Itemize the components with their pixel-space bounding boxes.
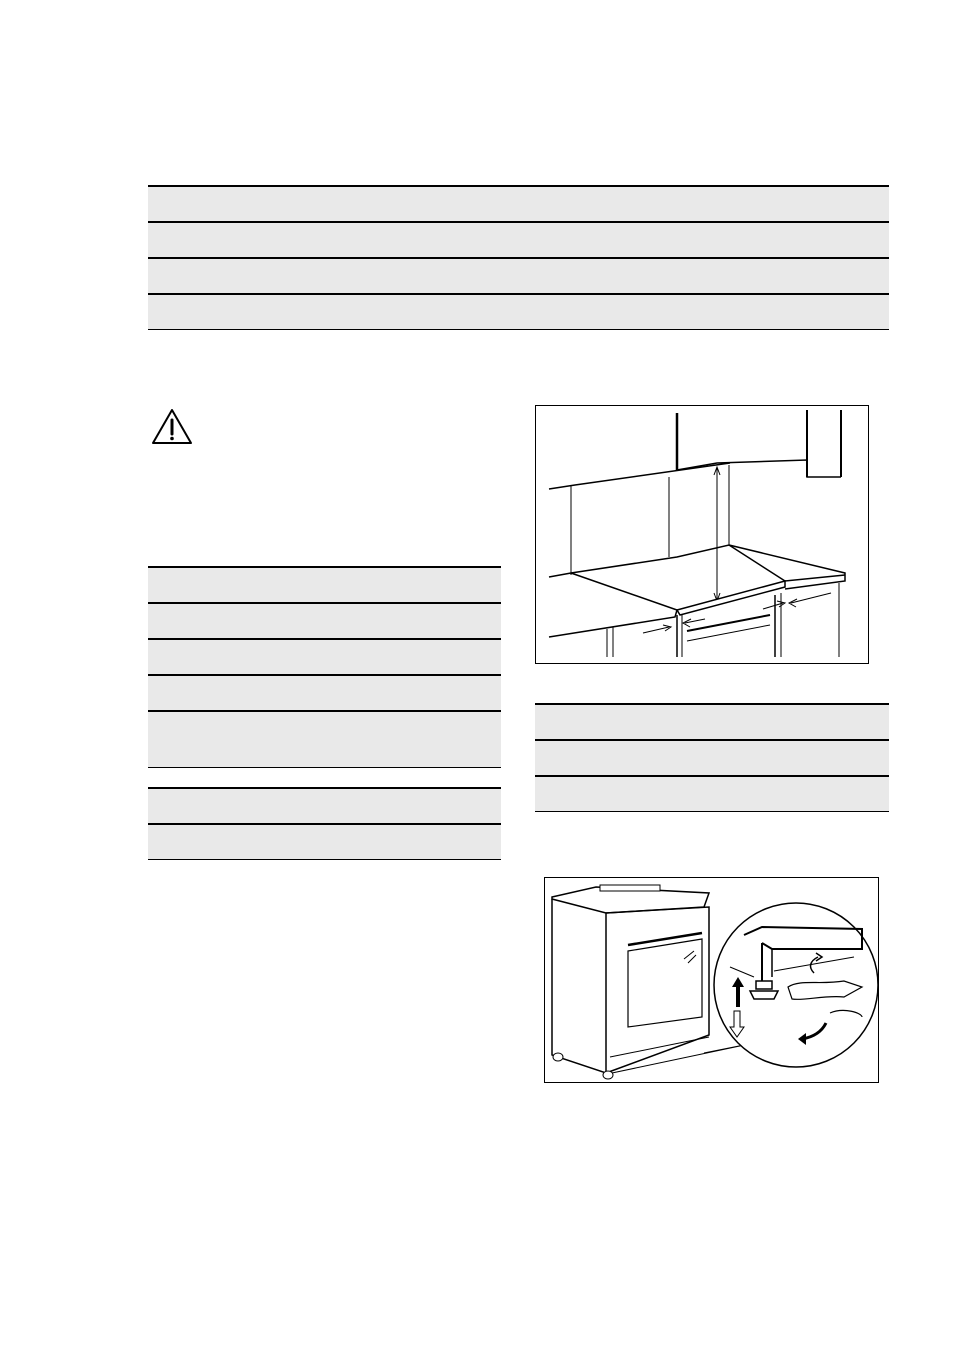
table-row — [535, 703, 889, 739]
table-row — [148, 293, 889, 329]
table-row — [148, 787, 501, 823]
table-row — [148, 602, 501, 638]
table-row — [148, 185, 889, 221]
table-row — [148, 638, 501, 674]
appliance-leveling-feet-figure — [544, 877, 879, 1083]
kitchen-installation-clearance-figure — [535, 405, 869, 664]
table-row — [148, 674, 501, 710]
specifications-table — [148, 185, 889, 330]
left-table — [148, 566, 501, 860]
table-row — [535, 775, 889, 811]
table-row — [148, 823, 501, 859]
table-row — [148, 710, 501, 767]
right-table — [535, 703, 889, 812]
table-row — [148, 221, 889, 257]
table-separator — [148, 767, 501, 787]
table-row — [148, 257, 889, 293]
warning-triangle-icon — [151, 408, 193, 446]
table-row — [148, 566, 501, 602]
table-row — [535, 739, 889, 775]
